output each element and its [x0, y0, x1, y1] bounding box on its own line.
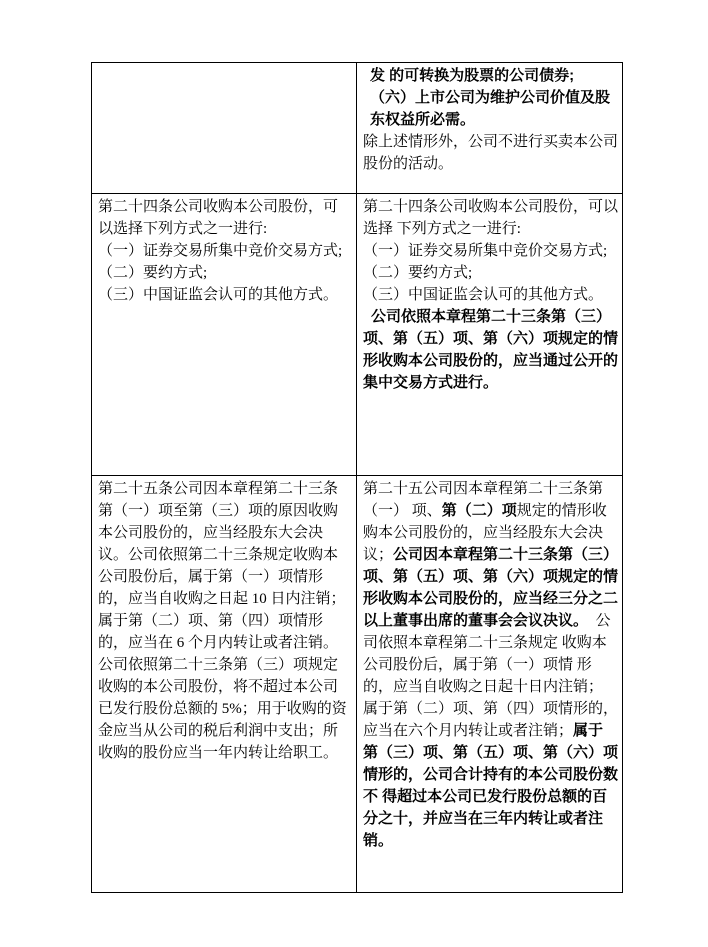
text-run: （一）证券交易所集中竞价交易方式;	[98, 243, 343, 259]
text-run: 规定的情形收购本公司股份的，应当经股东大会决议；	[363, 503, 607, 563]
paragraph	[363, 240, 618, 262]
paragraph	[363, 306, 618, 394]
paragraph	[363, 131, 618, 175]
paragraph	[98, 284, 352, 306]
paragraph	[363, 478, 622, 852]
text-run: （三）中国证监会认可的其他方式。	[98, 287, 339, 303]
paragraph	[98, 478, 352, 654]
text-run: （三）中国证监会认可的其他方式。	[363, 287, 604, 303]
bold-text-run: 属于第（三）项、第（五）项、第（六）项情形的，公司合计持有的本公司股份数不 得超过本公司已发行股份总额的百分之十，并应当在三年内转让或者注销。	[363, 722, 619, 849]
paragraph	[98, 262, 352, 284]
table-row	[92, 476, 623, 893]
table-cell-r1-c0	[92, 194, 357, 476]
table-row	[92, 63, 623, 194]
paragraph	[98, 654, 352, 764]
comparison-table-body	[92, 63, 623, 893]
text-run: 第二十五条公司因本章程第二十三条第（一）项至第（三）项的原因收购本公司股份的，应当经股东大会决议。公司依照第二十三条规定收购本公司股份后，属于第（一）项情形的，应当自收购之日起 10 日内注销；属于第（二）项、第（四）项情形的，应当在 6 个月内转让或者注销。	[98, 481, 346, 651]
paragraph	[363, 284, 618, 306]
text-run: 除上述情形外，公司不进行买卖本公司股份的活动。	[363, 134, 619, 172]
comparison-table	[91, 62, 623, 893]
text-run: 公司依照第二十三条第（三）项规定收购的本公司股份，将不超过本公司已发行股份总额的 5%；用于收购的资金应当从公司的税后利润中支出；所收购的股份应当一年内转让给职工。	[98, 657, 347, 761]
text-run: 公司依照本章程第二十三条规定 收购本公司股份后，属于第（一）项情 形的，应当自收购之日起十日内注销； 属于第（二）项、第（四）项情形的， 应当在六个月内转让或者注销；	[363, 613, 622, 739]
paragraph	[363, 262, 618, 284]
text-run: （二）要约方式;	[363, 265, 473, 281]
bold-text-run: 发 的可转换为股票的公司债券;	[370, 67, 575, 84]
text-run: 第二十五公司因本章程第二十三条第（一） 项、	[363, 481, 604, 519]
text-run: （一）证券交易所集中竞价交易方式;	[363, 243, 608, 259]
bold-text-run: 公司依照本章程第二十三条第（三）项、第（五）项、第（六）项规定的情形收购本公司股份的，应当通过公开的集中交易方式进行。	[363, 308, 619, 391]
table-cell-r2-c0	[92, 476, 357, 893]
table-cell-r1-c1	[357, 194, 623, 476]
table-row	[92, 194, 623, 476]
bold-text-run: 第（二）项	[441, 502, 517, 519]
table-cell-r0-c1	[357, 63, 623, 194]
bold-text-run: （六）上市公司为维护公司价值及股东权益所必需。	[370, 89, 611, 128]
text-run: （二）要约方式;	[98, 265, 208, 281]
text-run: 第二十四条公司收购本公司股份，可以选择 下列方式之一进行:	[363, 199, 619, 237]
table-cell-r2-c1	[357, 476, 623, 893]
table-cell-r0-c0	[92, 63, 357, 194]
text-run: 第二十四条公司收购本公司股份，可以选择下列方式之一进行:	[98, 199, 339, 237]
paragraph	[98, 196, 352, 240]
bold-text-run: 公司因本章程第二十三条第（三）项、第（五）项、第（六）项规定的情形收购本公司股份的，应当经三分之二以上董事出席的董事会会议决议。	[363, 546, 619, 629]
paragraph	[363, 196, 618, 240]
paragraph	[98, 240, 352, 262]
paragraph	[363, 65, 618, 87]
paragraph	[363, 87, 618, 131]
